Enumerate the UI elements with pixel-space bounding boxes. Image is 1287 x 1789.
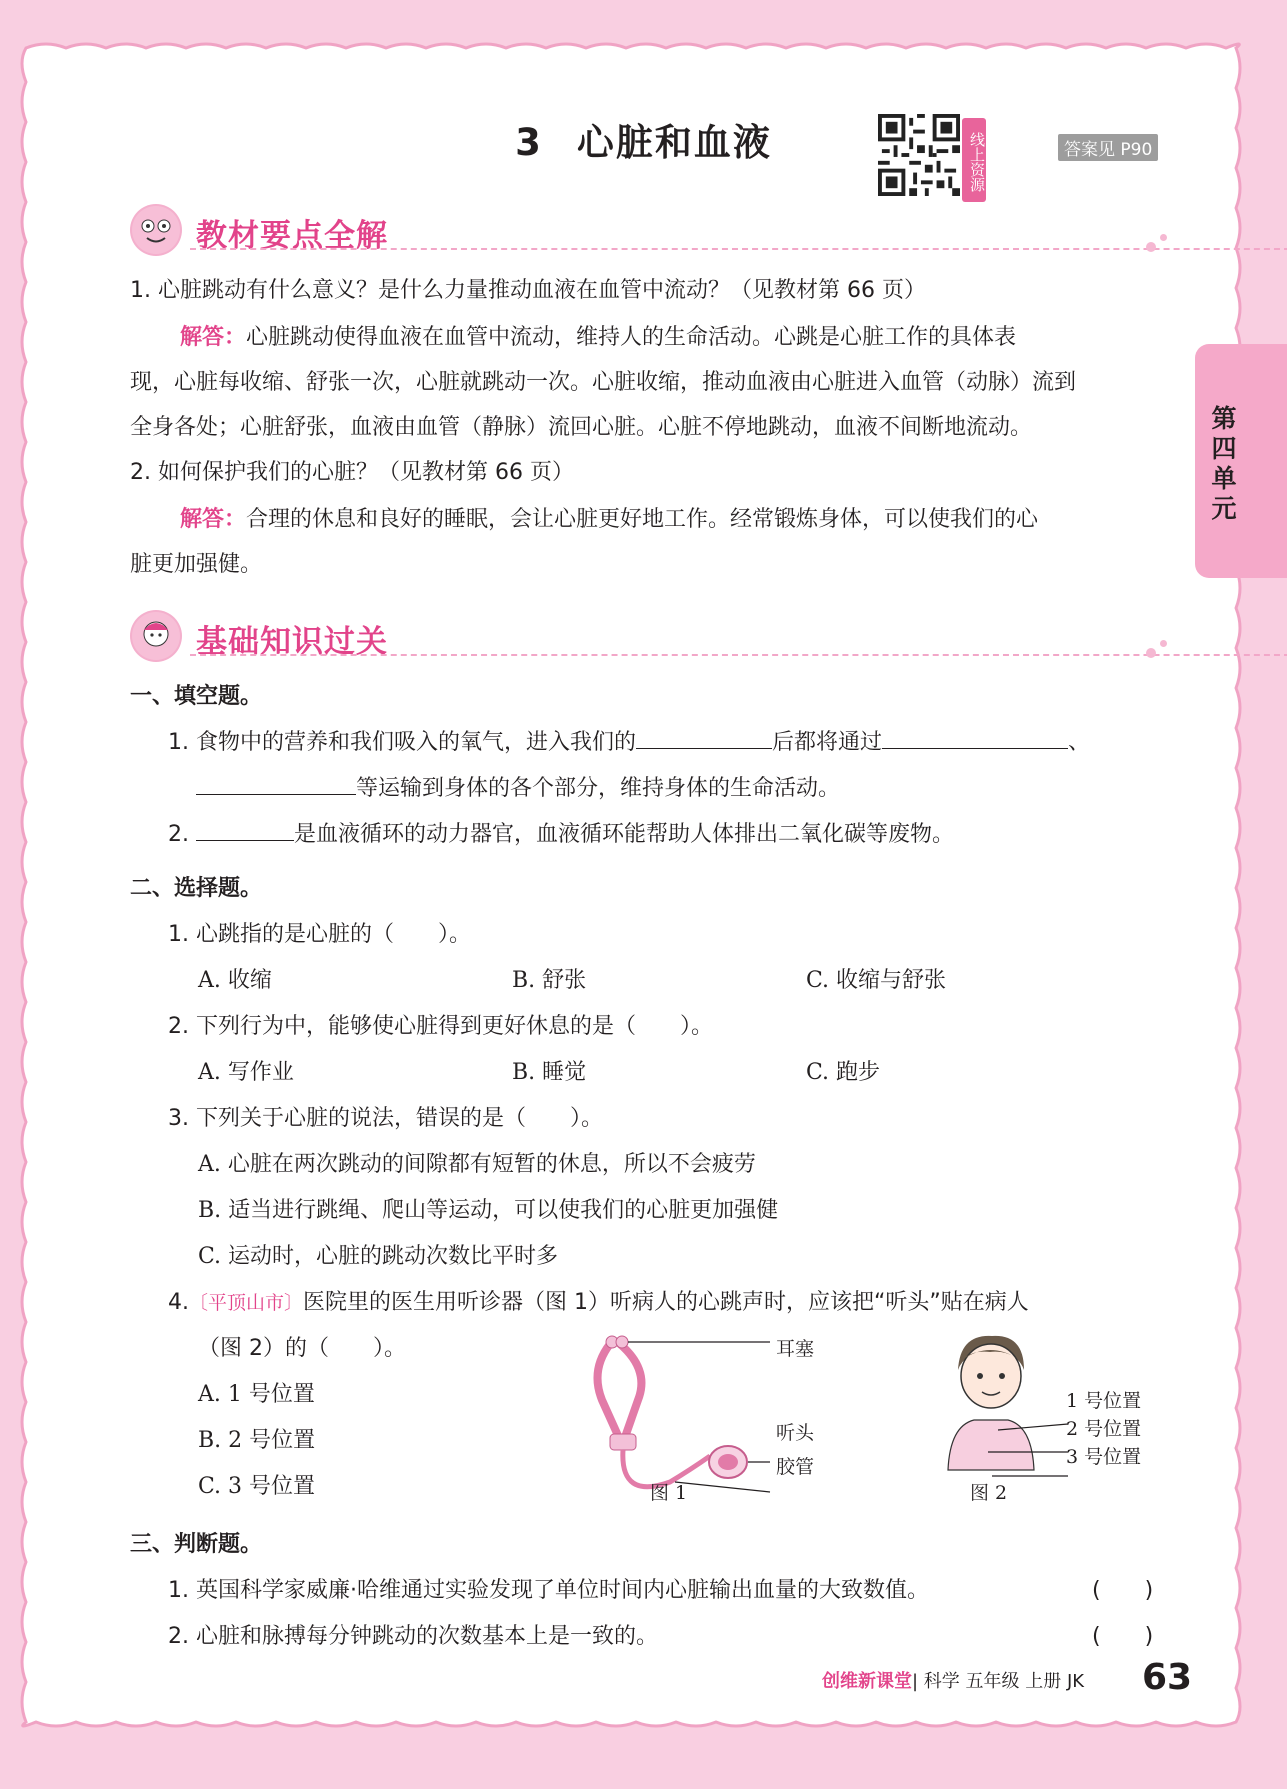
true-false-q2: 2. 心脏和脉搏每分钟跳动的次数基本上是一致的。: [168, 1624, 658, 1649]
choice-q4-option-b[interactable]: B. 2 号位置: [198, 1428, 316, 1453]
q-text: 2.: [168, 822, 189, 847]
decor-dot: [1146, 648, 1156, 658]
answer-reference: 答案见 P90: [1058, 134, 1158, 161]
footer-brand: 创维新课堂: [822, 1671, 912, 1692]
answer-label: 解答：: [180, 506, 247, 532]
fill-blank-heading: 一、填空题。: [130, 684, 263, 709]
fig2-caption: 图 2: [970, 1482, 1008, 1504]
fig1-caption: 图 1: [650, 1482, 688, 1504]
choice-q2: 2. 下列行为中，能够使心脏得到更好休息的是（ ）。: [168, 1014, 713, 1039]
decor-dot: [1146, 242, 1156, 252]
fig2-label-position-3: 3 号位置: [1066, 1446, 1142, 1468]
decor-dot: [1160, 640, 1167, 647]
choice-q3-option-a[interactable]: A. 心脏在两次跳动的间隙都有短暂的休息，所以不会疲劳: [198, 1152, 756, 1177]
true-false-q1: 1. 英国科学家威廉·哈维通过实验发现了单位时间内心脏输出血量的大致数值。: [168, 1578, 929, 1603]
online-resource-tag: 线上资源: [962, 118, 986, 202]
section-divider: [190, 248, 1287, 250]
choice-q1-option-a[interactable]: A. 收缩: [198, 968, 272, 993]
q-text: 是血液循环的动力器官，血液循环能帮助人体排出二氧化碳等废物。: [294, 822, 955, 847]
region-tag: 〔平顶山市〕: [189, 1292, 304, 1314]
fig2-label-position-2: 2 号位置: [1066, 1418, 1142, 1440]
mascot-icon: [130, 610, 182, 662]
choice-q1: 1. 心跳指的是心脏的（ ）。: [168, 922, 471, 947]
choice-q1-option-b[interactable]: B. 舒张: [512, 968, 587, 993]
section-header-basic-knowledge: [130, 610, 1280, 662]
section-divider: [190, 654, 1287, 656]
choice-q1-option-c[interactable]: C. 收缩与舒张: [806, 968, 947, 993]
q-text: 医院里的医生用听诊器（图 1）听病人的心跳声时，应该把“听头”贴在病人: [303, 1290, 1029, 1315]
answer-text: 心脏跳动使得血液在血管中流动，维持人的生命活动。心跳是心脏工作的具体表: [246, 325, 1017, 350]
answer-2-line-2: 脏更加强健。: [130, 552, 263, 577]
answer-blank[interactable]: [196, 770, 356, 795]
fill-blank-q2: [168, 812, 954, 858]
section-header-key-points: [130, 204, 1280, 256]
answer-text: 合理的休息和良好的睡眠，会让心脏更好地工作。经常锻炼身体，可以使我们的心: [246, 507, 1039, 532]
question-1: 1. 心脏跳动有什么意义？是什么力量推动血液在血管中流动？（见教材第 66 页）: [130, 278, 926, 303]
choice-q2-option-c[interactable]: C. 跑步: [806, 1060, 881, 1085]
choice-heading: 二、选择题。: [130, 876, 263, 901]
answer-1-line-1: [180, 314, 1016, 361]
choice-q3-option-c[interactable]: C. 运动时，心脏的跳动次数比平时多: [198, 1244, 559, 1269]
choice-q4: [168, 1280, 1029, 1326]
choice-q2-option-a[interactable]: A. 写作业: [198, 1060, 294, 1085]
true-false-heading: 三、判断题。: [130, 1532, 263, 1557]
unit-side-tab-label: 第四单元: [1211, 404, 1237, 523]
question-2: 2. 如何保护我们的心脏？（见教材第 66 页）: [130, 460, 574, 485]
page-number: 63: [1142, 1657, 1193, 1698]
decor-dot: [1160, 234, 1167, 241]
mascot-icon: [130, 204, 182, 256]
choice-q3-option-b[interactable]: B. 适当进行跳绳、爬山等运动，可以使我们的心脏更加强健: [198, 1198, 779, 1223]
patient-boy-figure: [940, 1330, 1070, 1480]
choice-q2-option-b[interactable]: B. 睡觉: [512, 1060, 587, 1085]
q-number: 4.: [168, 1290, 189, 1315]
fig1-label-tube: 胶管: [776, 1456, 815, 1478]
fig1-label-earpiece: 耳塞: [776, 1338, 815, 1360]
q-text: 1. 食物中的营养和我们吸入的氧气，进入我们的: [168, 730, 636, 755]
fig2-label-position-1: 1 号位置: [1066, 1390, 1142, 1412]
fill-blank-q1-line2: [196, 766, 840, 812]
lesson-number: 3: [515, 121, 543, 164]
true-false-q2-answer[interactable]: ( ): [1092, 1624, 1154, 1649]
choice-q4-option-a[interactable]: A. 1 号位置: [198, 1382, 315, 1407]
choice-q4-option-c[interactable]: C. 3 号位置: [198, 1474, 316, 1499]
choice-q4-line2: （图 2）的（ ）。: [198, 1336, 406, 1361]
fig1-label-chestpiece: 听头: [776, 1422, 815, 1444]
fill-blank-q1-line1: [168, 720, 1090, 766]
answer-1-line-3: 全身各处；心脏舒张，血液由血管（静脉）流回心脏。心脏不停地跳动，血液不间断地流动。: [130, 415, 1033, 440]
q-text: 、: [1068, 730, 1091, 755]
qr-code-icon[interactable]: [878, 114, 960, 196]
footer-info: [822, 1667, 1084, 1693]
answer-blank[interactable]: [636, 724, 772, 749]
answer-blank[interactable]: [196, 816, 294, 841]
choice-q3: 3. 下列关于心脏的说法，错误的是（ ）。: [168, 1106, 603, 1131]
answer-2-line-1: [180, 496, 1038, 543]
answer-1-line-2: 现，心脏每收缩、舒张一次，心脏就跳动一次。心脏收缩，推动血液由心脏进入血管（动脉）流到: [130, 370, 1077, 395]
q-text: 等运输到身体的各个部分，维持身体的生命活动。: [356, 776, 841, 801]
section-title: 基础知识过关: [196, 624, 388, 660]
answer-blank[interactable]: [882, 724, 1068, 749]
footer-course: | 科学 五年级 上册 JK: [912, 1671, 1085, 1692]
section-title: 教材要点全解: [196, 218, 388, 254]
q-text: 后都将通过: [772, 730, 883, 755]
true-false-q1-answer[interactable]: ( ): [1092, 1578, 1154, 1603]
lesson-title-text: 心脏和血液: [576, 121, 772, 164]
answer-label: 解答：: [180, 324, 247, 350]
